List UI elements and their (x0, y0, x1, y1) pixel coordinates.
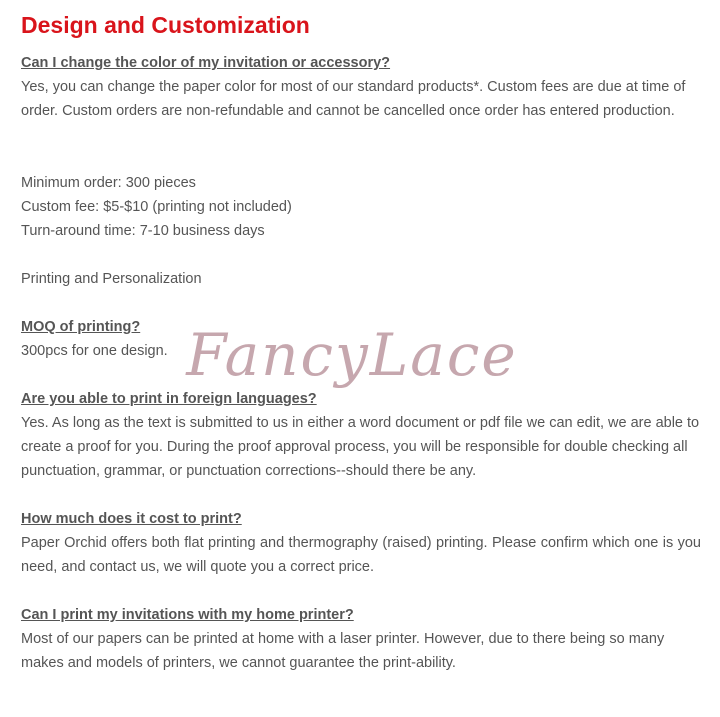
page-title: Design and Customization (21, 12, 310, 38)
spacer (21, 123, 701, 171)
question-print-cost: How much does it cost to print? (21, 511, 242, 527)
spacer (21, 291, 701, 315)
answer-change-color: Yes, you can change the paper color for most of our standard products*. Custom fees are due at time of order. Custom orders are non-refundable and cannot be cancelled once order has entered production. (21, 79, 686, 119)
custom-fee-text: Custom fee: $5-$10 (printing not included) (21, 199, 292, 215)
watermark-svg (186, 313, 518, 397)
answer-foreign-languages: Yes. As long as the text is submitted to us in either a word document or pdf file we can edit, we are able to create a proof for you. During the proof approval process, you will be responsible for double checking all punctuation, grammar, or punctuation corrections--should there be any. (21, 415, 700, 479)
question-moq: MOQ of printing? (21, 319, 141, 335)
spacer (21, 243, 701, 267)
answer-moq: 300pcs for one design. (21, 343, 168, 359)
question-foreign-languages: Are you able to print in foreign languages? (21, 391, 317, 407)
watermark-text: FancyLace (186, 321, 518, 389)
question-home-printer: Can I print my invitations with my home printer? (21, 607, 354, 623)
turnaround-text: Turn-around time: 7-10 business days (21, 223, 265, 239)
printing-section-title: Printing and Personalization (21, 271, 202, 287)
fancylace-watermark-logo (186, 313, 518, 397)
minimum-order-text: Minimum order: 300 pieces (21, 175, 196, 191)
spacer (21, 483, 701, 507)
spacer (21, 579, 701, 603)
question-change-color: Can I change the color of my invitation or accessory? (21, 55, 391, 71)
answer-home-printer: Most of our papers can be printed at home with a laser printer. However, due to there being so many makes and models of printers, we cannot guarantee the print-ability. (21, 631, 665, 671)
answer-print-cost: Paper Orchid offers both flat printing and thermography (raised) printing. Please confirm which one is you need, and contact us, we will quote you a correct price. (21, 535, 701, 575)
